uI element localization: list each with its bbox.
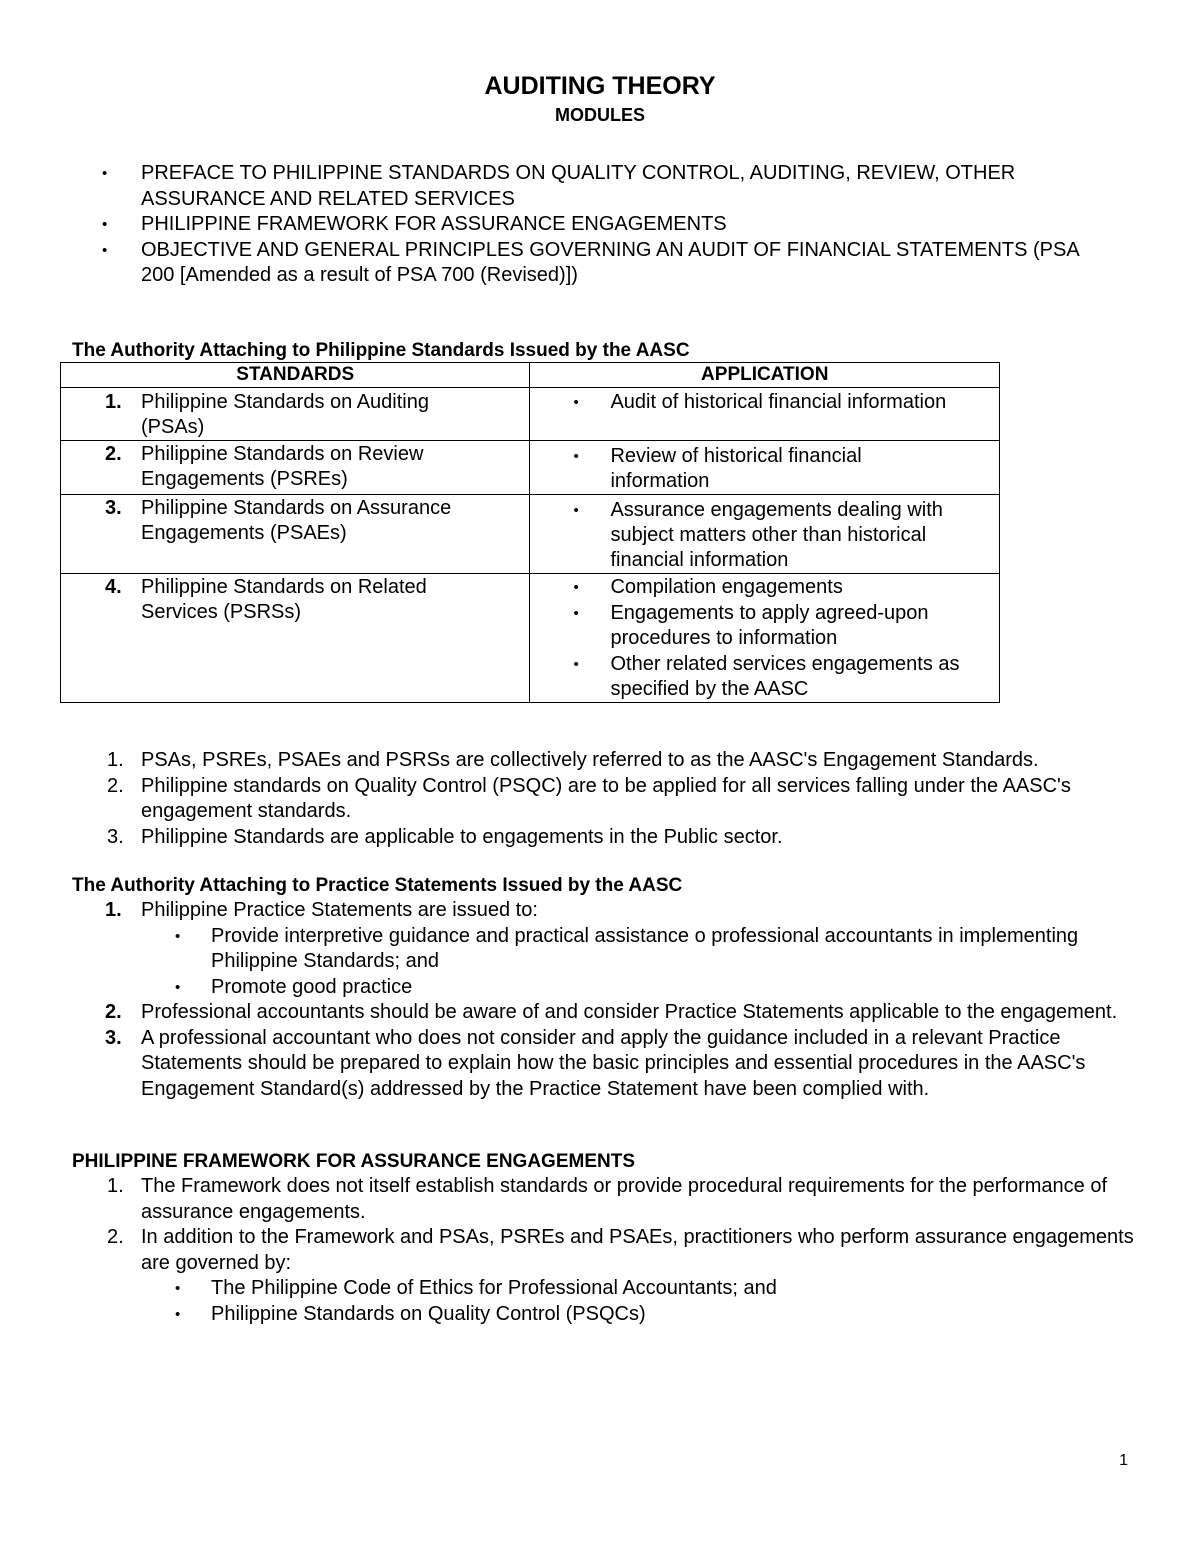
sub-item-text: Provide interpretive guidance and practical assistance o professional accountants in implementing Philippine Standards; and [211, 924, 1079, 972]
application-text: Other related services engagements as specified by the AASC [610, 653, 960, 700]
item-number: 1. [105, 899, 122, 921]
item-number: 1. [107, 749, 124, 771]
list-item [105, 1026, 1135, 1103]
column-header-application: APPLICATION [530, 363, 1000, 388]
list-item [530, 575, 999, 601]
sub-item-text: The Philippine Code of Ethics for Professional Accountants; and [211, 1277, 777, 1299]
row-number: 2. [105, 443, 122, 465]
list-item [102, 161, 1102, 212]
sub-list-item [107, 1302, 1137, 1328]
note-text: Philippine standards on Quality Control (PSQC) are to be applied for all services falling under the AASC's engagement standards. [141, 774, 1071, 822]
list-item [102, 238, 1102, 289]
item-number: 2. [107, 1226, 124, 1248]
page-title: AUDITING THEORY [484, 72, 716, 100]
table-row [61, 574, 1000, 703]
page-subtitle: MODULES [555, 105, 645, 125]
section-heading-standards: The Authority Attaching to Philippine Standards Issued by the AASC [72, 340, 690, 361]
table-row [61, 388, 1000, 441]
item-number: 2. [107, 774, 124, 797]
item-number: 3. [105, 1026, 122, 1049]
item-number: 1. [107, 1175, 124, 1197]
application-text: Assurance engagements dealing with subject matters other than historical financial information [610, 499, 943, 571]
bullet-icon: • [573, 579, 579, 596]
modules-list [102, 161, 1102, 289]
page-number: 1 [1119, 1452, 1128, 1469]
standard-cell [61, 495, 530, 574]
bullet-icon: • [573, 656, 579, 673]
row-number: 4. [105, 576, 122, 598]
standards-table [60, 362, 1000, 703]
list-item [530, 652, 999, 702]
item-text: In addition to the Framework and PSAs, PSREs and PSAEs, practitioners who perform assurance engagements are governed by: [141, 1226, 1134, 1274]
list-item [107, 1174, 1137, 1225]
module-text: PHILIPPINE FRAMEWORK FOR ASSURANCE ENGAGEMENTS [141, 213, 727, 235]
sub-list-item [107, 1276, 1137, 1302]
list-item [105, 898, 1135, 924]
bullet-icon: • [573, 502, 579, 519]
application-text: Engagements to apply agreed-upon procedures to information [610, 602, 929, 649]
section-heading-practice-statements: The Authority Attaching to Practice Statements Issued by the AASC [72, 875, 683, 896]
row-number: 1. [105, 391, 122, 413]
standard-cell [61, 388, 530, 441]
note-text: PSAs, PSREs, PSAEs and PSRSs are collectively referred to as the AASC's Engagement Standards. [141, 749, 1039, 771]
section-heading-framework: PHILIPPINE FRAMEWORK FOR ASSURANCE ENGAGEMENTS [72, 1151, 635, 1172]
application-cell [530, 388, 1000, 441]
standard-cell [61, 441, 530, 495]
application-text: Review of historical financial information [610, 445, 862, 492]
bullet-icon: • [175, 1305, 181, 1323]
sub-item-text: Promote good practice [211, 975, 413, 998]
bullet-icon: • [102, 165, 108, 182]
table-row [61, 441, 1000, 495]
sub-list-item [105, 924, 1135, 975]
bullet-icon: • [175, 927, 181, 945]
application-cell [530, 441, 1000, 495]
list-item [107, 748, 1137, 774]
bullet-icon: • [102, 216, 108, 233]
module-text: PREFACE TO PHILIPPINE STANDARDS ON QUALITY CONTROL, AUDITING, REVIEW, OTHER ASSURANCE AND RELATED SERVICES [141, 162, 1016, 210]
standard-name: Philippine Standards on Auditing (PSAs) [141, 391, 429, 438]
item-number: 2. [105, 1001, 122, 1023]
list-item [530, 601, 999, 652]
standards-notes-list [107, 748, 1137, 850]
list-item [107, 1225, 1137, 1276]
table-row [61, 495, 1000, 574]
list-item [107, 774, 1137, 825]
sub-list-item [105, 975, 1135, 1001]
bullet-icon: • [175, 978, 181, 996]
sub-item-text: Philippine Standards on Quality Control (PSQCs) [211, 1302, 646, 1325]
bullet-icon: • [573, 394, 579, 411]
framework-list [107, 1174, 1137, 1327]
item-text: Professional accountants should be aware of and consider Practice Statements applicable to the engagement. [141, 1001, 1118, 1023]
practice-statements-list [105, 898, 1135, 1102]
standard-name: Philippine Standards on Assurance Engagements (PSAEs) [141, 497, 452, 544]
standard-cell [61, 574, 530, 703]
row-number: 3. [105, 497, 122, 519]
bullet-icon: • [175, 1280, 181, 1297]
item-number: 3. [107, 825, 124, 848]
application-text: Compilation engagements [610, 576, 843, 598]
application-text: Audit of historical financial information [610, 391, 947, 413]
column-header-standards: STANDARDS [61, 363, 530, 388]
note-text: Philippine Standards are applicable to engagements in the Public sector. [141, 825, 783, 848]
module-text: OBJECTIVE AND GENERAL PRINCIPLES GOVERNING AN AUDIT OF FINANCIAL STATEMENTS (PSA 200 [Amended as a result of PSA 700 (Revised)]) [141, 238, 1079, 286]
item-text: Philippine Practice Statements are issued to: [141, 899, 538, 921]
standard-name: Philippine Standards on Review Engagements (PSREs) [141, 443, 424, 490]
bullet-icon: • [573, 605, 579, 622]
list-item [102, 212, 1102, 238]
bullet-icon: • [573, 448, 579, 465]
table-header-row [61, 363, 1000, 388]
standard-name: Philippine Standards on Related Services (PSRSs) [141, 576, 427, 623]
application-cell [530, 574, 1000, 703]
item-text: A professional accountant who does not consider and apply the guidance included in a relevant Practice Statements should be prepared to explain how the basic principles and essential procedures in the AASC's Engagement Standard(s) addressed by the Practice Statement have been complied with. [141, 1026, 1086, 1100]
application-cell [530, 495, 1000, 574]
bullet-icon: • [102, 241, 108, 259]
list-item [105, 1000, 1135, 1026]
item-text: The Framework does not itself establish standards or provide procedural requirements for the performance of assurance engagements. [141, 1175, 1108, 1223]
list-item [107, 825, 1137, 851]
